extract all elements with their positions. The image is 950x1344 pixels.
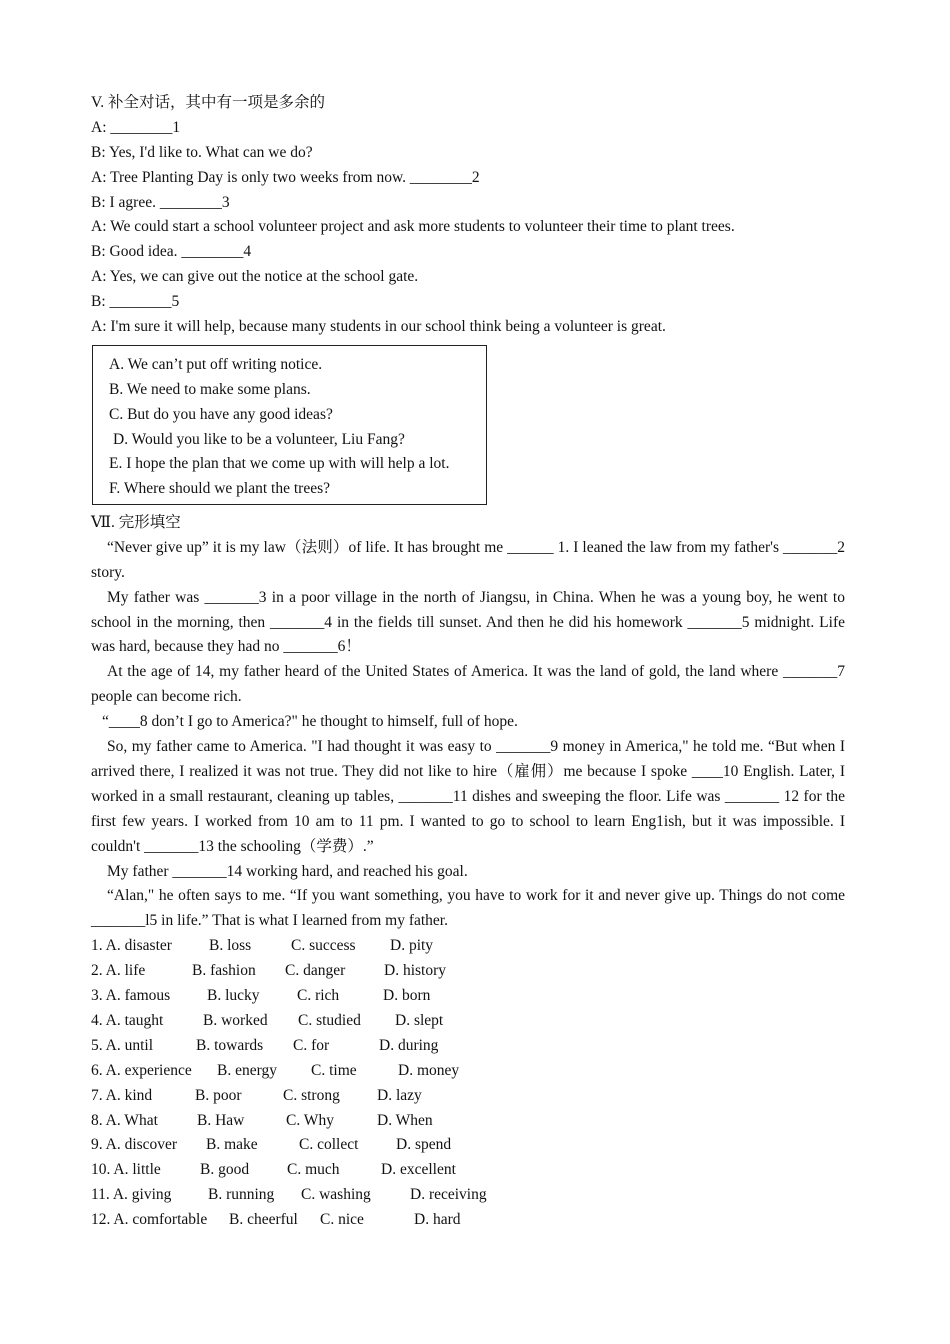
choice-d: D. money (398, 1061, 460, 1079)
dialogue-line: A: I'm sure it will help, because many students in our school think being a volunteer is great. (91, 318, 666, 336)
choice-c: C. danger (285, 962, 346, 980)
dialogue-line: A: Tree Planting Day is only two weeks from now. ________2 (91, 168, 480, 186)
question-row (91, 1109, 845, 1134)
option-b: B. We need to make some plans. (109, 380, 311, 398)
dialogue (91, 116, 845, 340)
choice-c: C. success (291, 937, 356, 955)
option-a: A. We can’t put off writing notice. (109, 355, 323, 373)
choice-b: B. worked (203, 1011, 268, 1029)
question-row (91, 1059, 845, 1084)
dialogue-line: A: We could start a school volunteer project and ask more students to volunteer their time to plant trees. (91, 218, 735, 236)
dialogue-line: B: Good idea. ________4 (91, 243, 252, 261)
passage-paragraph: My father was _______3 in a poor village in the north of Jiangsu, in China. When he was a young boy, he went to school in the morning, then _______4 in the fields till sunset. And then he did his homework _______5 midnight. Life was hard, because they had no _______6！ (91, 588, 845, 656)
choice-b: B. lucky (207, 987, 260, 1005)
choice-b: B. towards (196, 1036, 264, 1054)
question-row (91, 959, 845, 984)
dialogue-line: A: ________1 (91, 118, 181, 136)
dialogue-line: B: I agree. ________3 (91, 193, 230, 211)
choice-b: B. loss (209, 937, 252, 955)
choice-b: B. good (200, 1161, 250, 1179)
choice-c: C. time (311, 1061, 357, 1079)
choice-d: D. history (384, 962, 446, 980)
choice-d: D. spend (396, 1136, 452, 1154)
question-row (91, 1084, 845, 1109)
choice-d: D. born (383, 987, 431, 1005)
passage-paragraph: So, my father came to America. "I had thought it was easy to _______9 money in America," he told me. “But when I arrived there, I realized it was not true. They did not like to hire（雇佣）me because I spoke ____10 English. Later, I worked in a small restaurant, cleaning up tables, _______11 dishes and sweeping the floor. Life was _______ 12 for the first few years. I worked from 10 am to 11 pm. I wanted to go to school to learn Eng1ish, but it was impossible. I couldn't _______13 the schooling（学费）.” (91, 738, 845, 855)
choice-d: D. lazy (377, 1086, 422, 1104)
passage-paragraph: “Never give up” it is my law（法则）of life. It has brought me ______ 1. I leaned the law from my father's _______2 story. (91, 538, 845, 581)
question-row (91, 1009, 845, 1034)
choice-d: D. When (377, 1111, 433, 1129)
passage-paragraph: My father _______14 working hard, and reached his goal. (107, 862, 468, 880)
question-row (91, 1183, 845, 1208)
choice-d: D. slept (395, 1011, 444, 1029)
choice-a: 1. A. disaster (91, 937, 172, 955)
choice-a: 8. A. What (91, 1111, 158, 1129)
choice-a: 4. A. taught (91, 1011, 164, 1029)
choice-b: B. Haw (197, 1111, 245, 1129)
dialogue-line: A: Yes, we can give out the notice at the school gate. (91, 268, 419, 286)
choice-c: C. rich (297, 987, 340, 1005)
answer-choices (91, 934, 845, 1233)
options-box (92, 345, 487, 505)
choice-a: 5. A. until (91, 1036, 154, 1054)
choice-b: B. fashion (192, 962, 256, 980)
choice-c: C. studied (298, 1011, 361, 1029)
choice-b: B. make (206, 1136, 258, 1154)
choice-c: C. much (287, 1161, 340, 1179)
option-d: D. Would you like to be a volunteer, Liu Fang? (113, 430, 405, 448)
choice-c: C. for (293, 1036, 330, 1054)
passage-paragraph: “____8 don’t I go to America?" he thought to himself, full of hope. (102, 713, 518, 731)
option-f: F. Where should we plant the trees? (109, 480, 331, 498)
question-row (91, 984, 845, 1009)
option-e: E. I hope the plan that we come up with will help a lot. (109, 455, 450, 473)
choice-a: 6. A. experience (91, 1061, 192, 1079)
choice-a: 3. A. famous (91, 987, 171, 1005)
cloze-passage (91, 536, 845, 935)
choice-d: D. pity (390, 937, 434, 955)
choice-d: D. receiving (410, 1186, 487, 1204)
question-row (91, 1158, 845, 1183)
choice-c: C. collect (299, 1136, 359, 1154)
option-c: C. But do you have any good ideas? (109, 405, 333, 423)
choice-a: 12. A. comfortable (91, 1211, 208, 1229)
choice-b: B. energy (217, 1061, 277, 1079)
choice-a: 2. A. life (91, 962, 146, 980)
choice-b: B. running (208, 1186, 275, 1204)
question-row (91, 1034, 845, 1059)
question-row (91, 1133, 845, 1158)
section-7-title: Ⅶ. 完形填空 (91, 513, 181, 531)
choice-c: C. strong (283, 1086, 340, 1104)
choice-a: 9. A. discover (91, 1136, 178, 1154)
choice-b: B. cheerful (229, 1211, 298, 1229)
choice-c: C. washing (301, 1186, 371, 1204)
choice-d: D. excellent (381, 1161, 456, 1179)
question-row (91, 1208, 845, 1233)
choice-d: D. hard (414, 1211, 461, 1229)
worksheet-page (91, 91, 845, 1233)
choice-a: 7. A. kind (91, 1086, 153, 1104)
question-row (91, 934, 845, 959)
section-5-title: V. 补全对话，其中有一项是多余的 (91, 94, 325, 111)
choice-b: B. poor (195, 1086, 242, 1104)
choice-d: D. during (379, 1036, 439, 1054)
choice-a: 11. A. giving (91, 1186, 172, 1204)
choice-a: 10. A. little (91, 1161, 161, 1179)
choice-c: C. Why (286, 1111, 334, 1129)
dialogue-line: B: Yes, I'd like to. What can we do? (91, 143, 313, 161)
passage-paragraph: At the age of 14, my father heard of the United States of America. It was the land of gold, the land where _______7 people can become rich. (91, 663, 845, 706)
dialogue-line: B: ________5 (91, 293, 180, 311)
choice-c: C. nice (320, 1211, 364, 1229)
passage-paragraph: “Alan," he often says to me. “If you want something, you have to work for it and never give up. Things do not come _______l5 in life.” That is what I learned from my father. (91, 887, 845, 930)
